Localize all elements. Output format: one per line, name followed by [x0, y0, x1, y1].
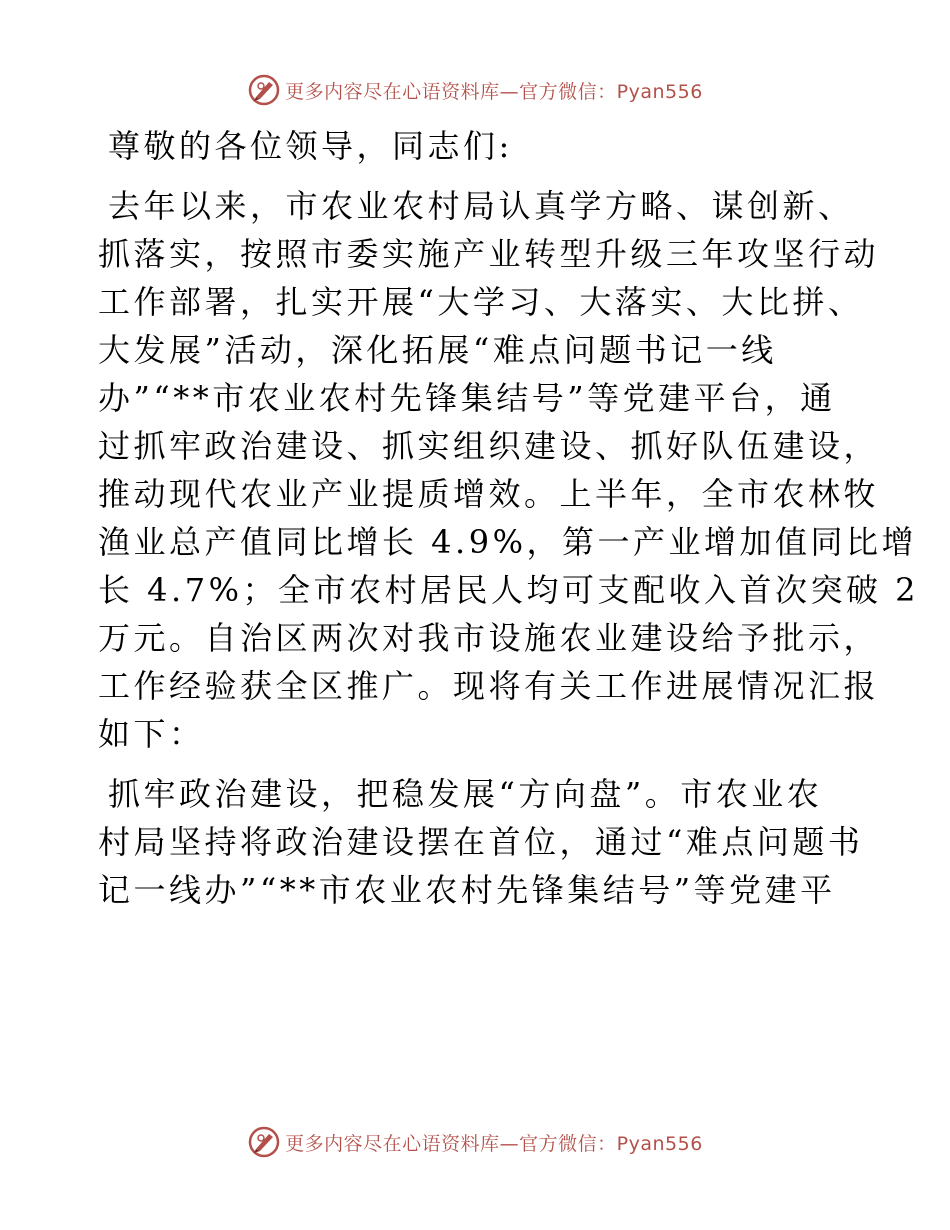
paragraph-line: 渔业总产值同比增长 4.9%，第一产业增加值同比增 — [98, 523, 917, 561]
salutation: 尊敬的各位领导，同志们: — [108, 127, 513, 165]
paragraph-line: 长 4.7%；全市农村居民人均可支配收入首次突破 2 — [98, 571, 920, 609]
paragraph-line: 万元。自治区两次对我市设施农业建设给予批示， — [98, 619, 880, 657]
paragraph-political-building — [98, 770, 864, 914]
paragraph-line: 抓落实，按照市委实施产业转型升级三年攻坚行动 — [98, 235, 880, 273]
paragraph-line: 如下： — [98, 715, 205, 753]
paragraph-line: 过抓牢政治建设、抓实组织建设、抓好队伍建设， — [98, 427, 880, 465]
paragraph-line: 工作部署，扎实开展“大学习、大落实、大比拼、 — [98, 283, 864, 321]
paragraph-line: 记一线办”“**市农业农村先锋集结号”等党建平 — [98, 871, 836, 909]
footer-watermark — [0, 1122, 950, 1162]
watermark-text: 更多内容尽在心语资料库—官方微信：Pyan556 — [285, 80, 703, 103]
paragraph-line: 大发展”活动，深化拓展“难点问题书记一线 — [98, 331, 777, 369]
pen-circle-logo-icon — [247, 1125, 281, 1159]
paragraph-line: 去年以来，市农业农村局认真学方略、谋创新、 — [108, 187, 854, 225]
pen-circle-logo-icon — [247, 73, 281, 107]
header-watermark — [0, 70, 950, 110]
paragraph-line: 办”“**市农业农村先锋集结号”等党建平台，通 — [98, 379, 836, 417]
document-body — [98, 122, 920, 926]
paragraph-line: 推动现代农业产业提质增效。上半年，全市农林牧 — [98, 475, 880, 513]
paragraph-line: 工作经验获全区推广。现将有关工作进展情况汇报 — [98, 667, 880, 705]
paragraph-line: 村局坚持将政治建设摆在首位，通过“难点问题书 — [98, 823, 864, 861]
paragraph-intro — [98, 182, 920, 758]
paragraph-line: 抓牢政治建设，把稳发展“方向盘”。市农业农 — [108, 775, 823, 813]
watermark-text: 更多内容尽在心语资料库—官方微信：Pyan556 — [285, 1132, 703, 1155]
